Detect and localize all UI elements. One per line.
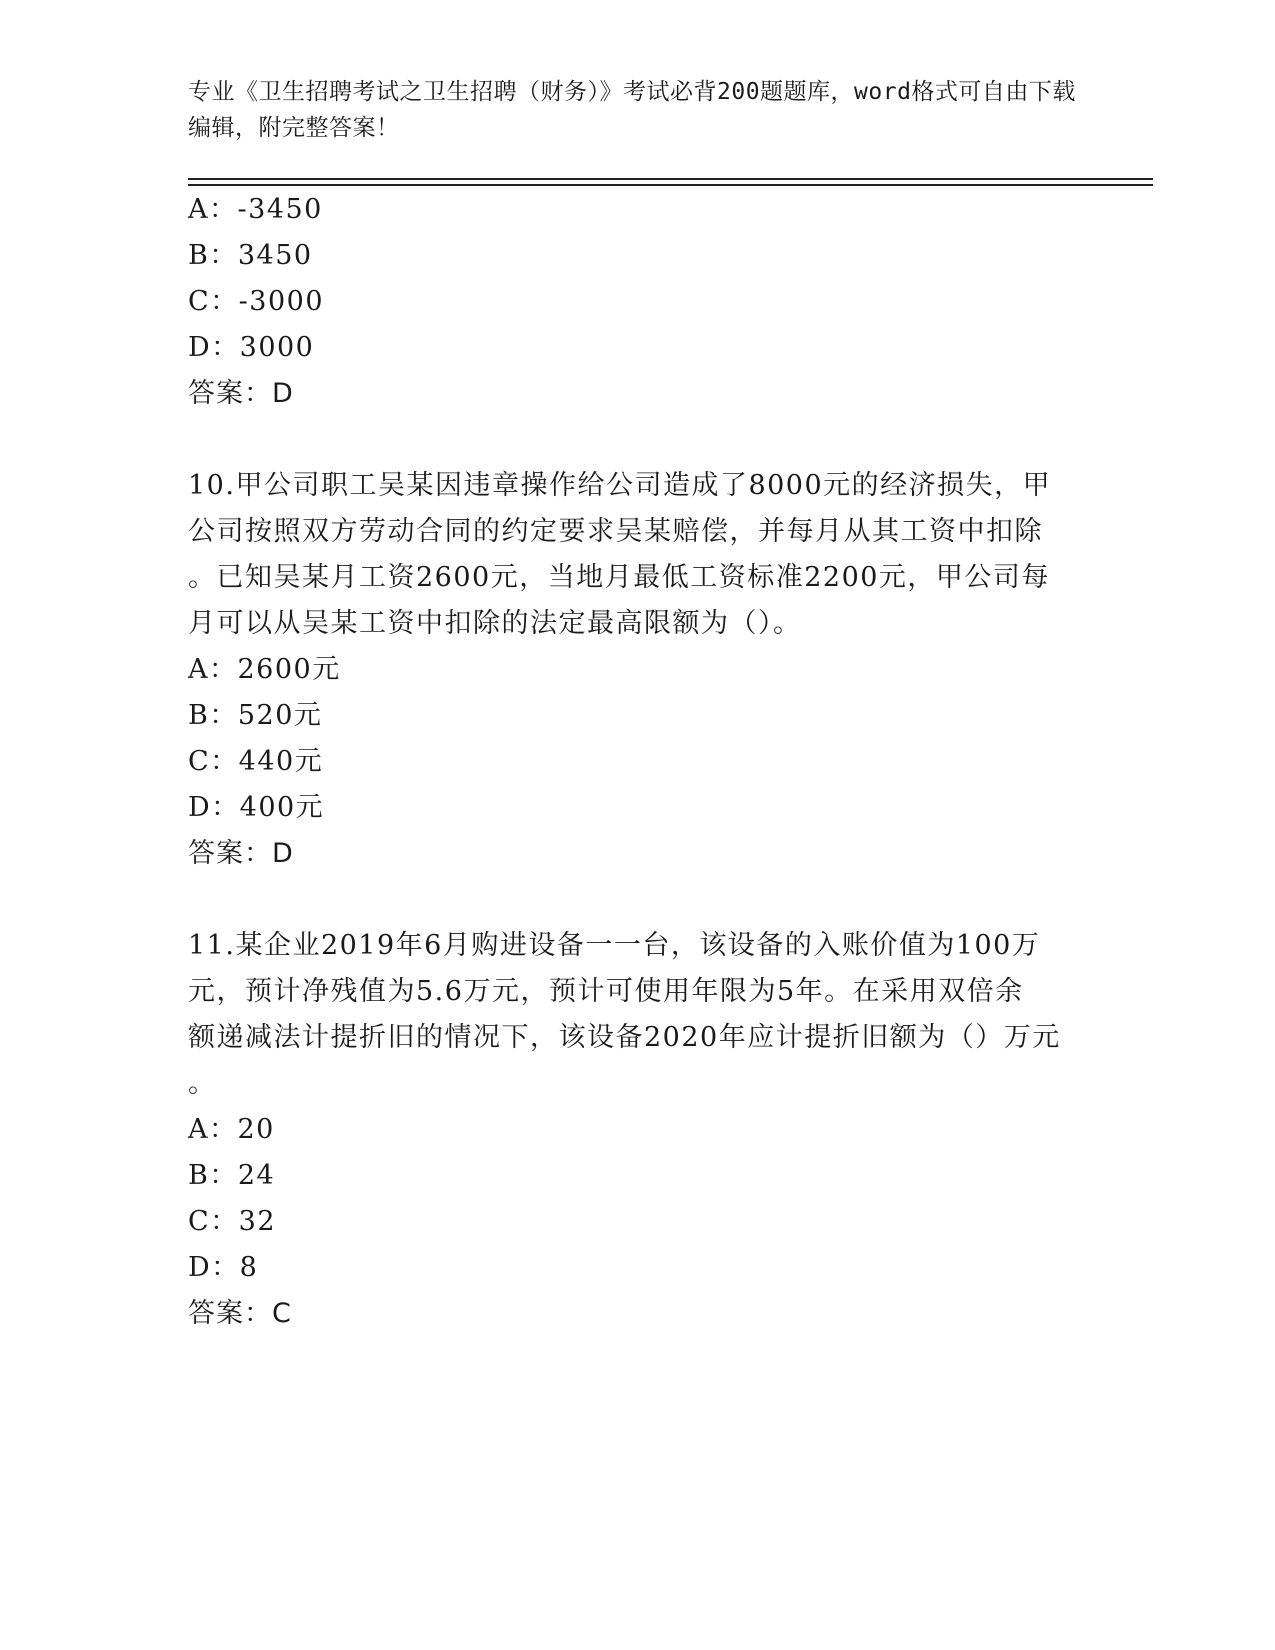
q9-option-b: B：3450 xyxy=(188,240,313,271)
header-divider-bottom xyxy=(188,184,1153,186)
q11-text-line-2: 元，预计净残值为5.6万元，预计可使用年限为5年。在采用双倍余 xyxy=(188,976,1024,1007)
q10-option-b: B：520元 xyxy=(188,700,323,731)
q11-option-c: C：32 xyxy=(188,1206,277,1237)
q10-text-line-1: 10.甲公司职工吴某因违章操作给公司造成了8000元的经济损失，甲 xyxy=(188,470,1052,501)
q11-text-line-1: 11.某企业2019年6月购进设备一一台，该设备的入账价值为100万 xyxy=(188,930,1041,961)
q9-option-c: C：-3000 xyxy=(188,286,324,317)
q11-text-line-3: 额递减法计提折旧的情况下，该设备2020年应计提折旧额为（）万元 xyxy=(188,1022,1061,1053)
q9-option-d: D：3000 xyxy=(188,332,315,363)
q10-text-line-2: 公司按照双方劳动合同的约定要求吴某赔偿，并每月从其工资中扣除 xyxy=(188,516,1043,547)
q10-option-c: C：440元 xyxy=(188,746,324,777)
q11-answer: 答案：C xyxy=(188,1298,292,1329)
q10-option-a: A：2600元 xyxy=(188,654,341,685)
q10-text-line-4: 月可以从吴某工资中扣除的法定最高限额为（）。 xyxy=(188,608,802,639)
q10-answer: 答案：D xyxy=(188,838,294,869)
document-header: 专业《卫生招聘考试之卫生招聘（财务）》考试必背200题题库，word格式可自由下载编辑，附完整答案！ xyxy=(188,79,1076,141)
q9-option-a: A：-3450 xyxy=(188,194,323,225)
q11-option-b: B：24 xyxy=(188,1160,276,1191)
q9-answer: 答案：D xyxy=(188,378,294,409)
q10-text-line-3: 。已知吴某月工资2600元，当地月最低工资标准2200元，甲公司每 xyxy=(188,562,1050,593)
q11-text-line-4: 。 xyxy=(188,1068,217,1099)
q10-option-d: D：400元 xyxy=(188,792,325,823)
q11-option-d: D：8 xyxy=(188,1252,259,1283)
header-divider-top xyxy=(188,178,1153,180)
q11-option-a: A：20 xyxy=(188,1114,275,1145)
